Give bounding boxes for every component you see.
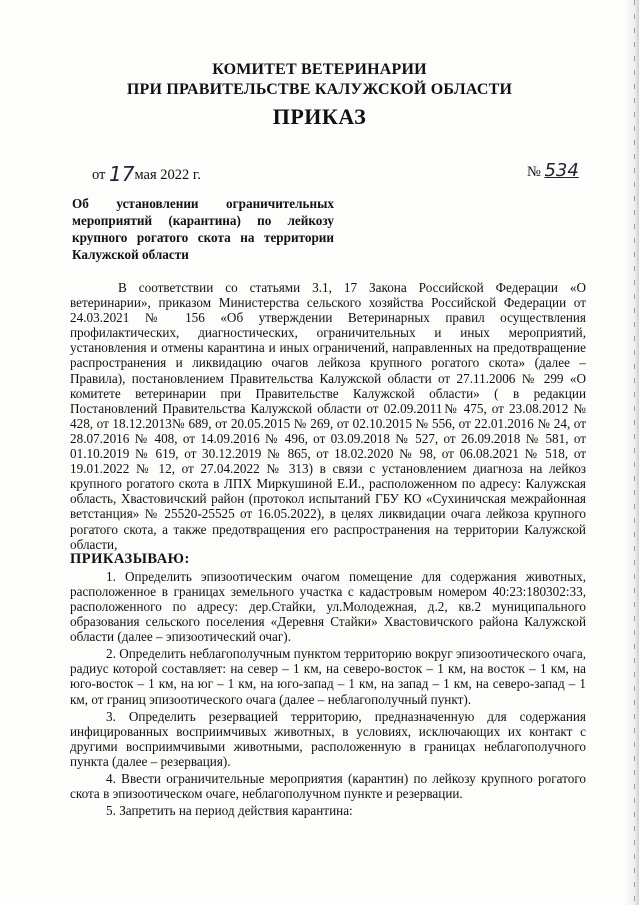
scan-edge <box>625 0 639 905</box>
date-prefix: от <box>92 167 106 183</box>
committee-line-1: КОМИТЕТ ВЕТЕРИНАРИИ <box>212 61 427 78</box>
committee-name <box>0 60 639 100</box>
number-prefix: № <box>527 164 541 180</box>
order-body <box>70 280 586 818</box>
scan-artifact <box>60 0 130 8</box>
preamble: В соответствии со статьями 3.1, 17 Закона Российской Федерации «О ветеринарии», приказом Министерства сельского хозяйства Российской Федерации от 24.03.2021 № 156 «Об утверждении Ветеринарных правил осуществления профилактических, диагностических, ограничительных и иных мероприятий, установления и отмены карантина и иных ограничений, направленных на предотвращение распространения и ликвидацию очагов лейкоза крупного рогатого скота» (далее – Правила), постановлением Правительства Калужской области от 27.11.2006 № 299 «О комитете ветеринарии при Правительстве Калужской области» ( в редакции Постановлений Правительства Калужской области от 02.09.2011№ 475, от 23.08.2012 № 428, от 18.12.2013№ 689, от 20.05.2015 № 269, от 02.10.2015 № 556, от 22.01.2016 № 24, от 28.07.2016 № 408, от 14.09.2016 № 496, от 03.09.2018 № 527, от 26.09.2018 № 581, от 01.10.2019 № 619, от 30.12.2019 № 865, от 18.02.2020 № 98, от 06.08.2021 № 518, от 19.01.2022 № 12, от 27.04.2022 № 313) в связи с установлением диагноза на лейкоз крупного рогатого скота в ЛПХ Миркушиной Е.И., расположенном по адресу: Калужская область, Хвастовичский район (протокол испытаний ГБУ КО «Сухиничская межрайонная ветстанция» № 25520-25525 от 16.05.2022), в целях ликвидации очага лейкоза крупного рогатого скота, а также предотвращения его распространения на территории Калужской области, <box>70 280 586 552</box>
document-type: ПРИКАЗ <box>272 104 367 129</box>
order-date <box>92 160 201 184</box>
order-item-3: 3. Определить резервацией территорию, предназначенную для содержания инфицированных восприимчивых животных, в условиях, исключающих их контакт с другими восприимчивыми животными, расположенную в границах неблагополучного пункта (далее – резервация). <box>70 708 586 769</box>
order-subject: Об установлении ограничительных мероприятий (карантина) по лейкозу крупного рогатого скота на территории Калужской области <box>72 196 334 262</box>
date-rest: мая 2022 г. <box>134 167 201 183</box>
order-item-5: 5. Запретить на период действия карантина: <box>106 803 353 819</box>
order-item-4: 4. Ввести ограничительные мероприятия (карантин) по лейкозу крупного рогатого скота в эпизоотическом очаге, неблагополучном пункте и резервации. <box>70 771 586 802</box>
order-item-1: 1. Определить эпизоотическим очагом помещение для содержания животных, расположенное в границах земельного участка с кадастровым номером 40:23:180302:33, расположенного по адресу: дер.Стайки, ул.Молодежная, д.2, кв.2 муниципального образования сельского поселения «Деревня Стайки» Хвастовичского района Калужской области (далее – эпизоотический очаг). <box>70 568 586 645</box>
order-item-2: 2. Определить неблагополучным пунктом территорию вокруг эпизоотического очага, радиус которой составляет: на север – 1 км, на северо-восток – 1 км, на восток – 1 км, на юго-восток – 1 км, на юг – 1 км, на юго-запад – 1 км, на запад – 1 км, на северо-запад – 1 км, от границ эпизоотического очага (далее – неблагополучный пункт). <box>70 646 586 707</box>
number-handwritten: 534 <box>544 160 579 181</box>
order-directive: ПРИКАЗЫВАЮ: <box>70 550 190 567</box>
date-day-handwritten: 17 <box>109 162 135 186</box>
committee-line-2: ПРИ ПРАВИТЕЛЬСТВЕ КАЛУЖСКОЙ ОБЛАСТИ <box>126 81 513 98</box>
order-number <box>527 160 579 181</box>
